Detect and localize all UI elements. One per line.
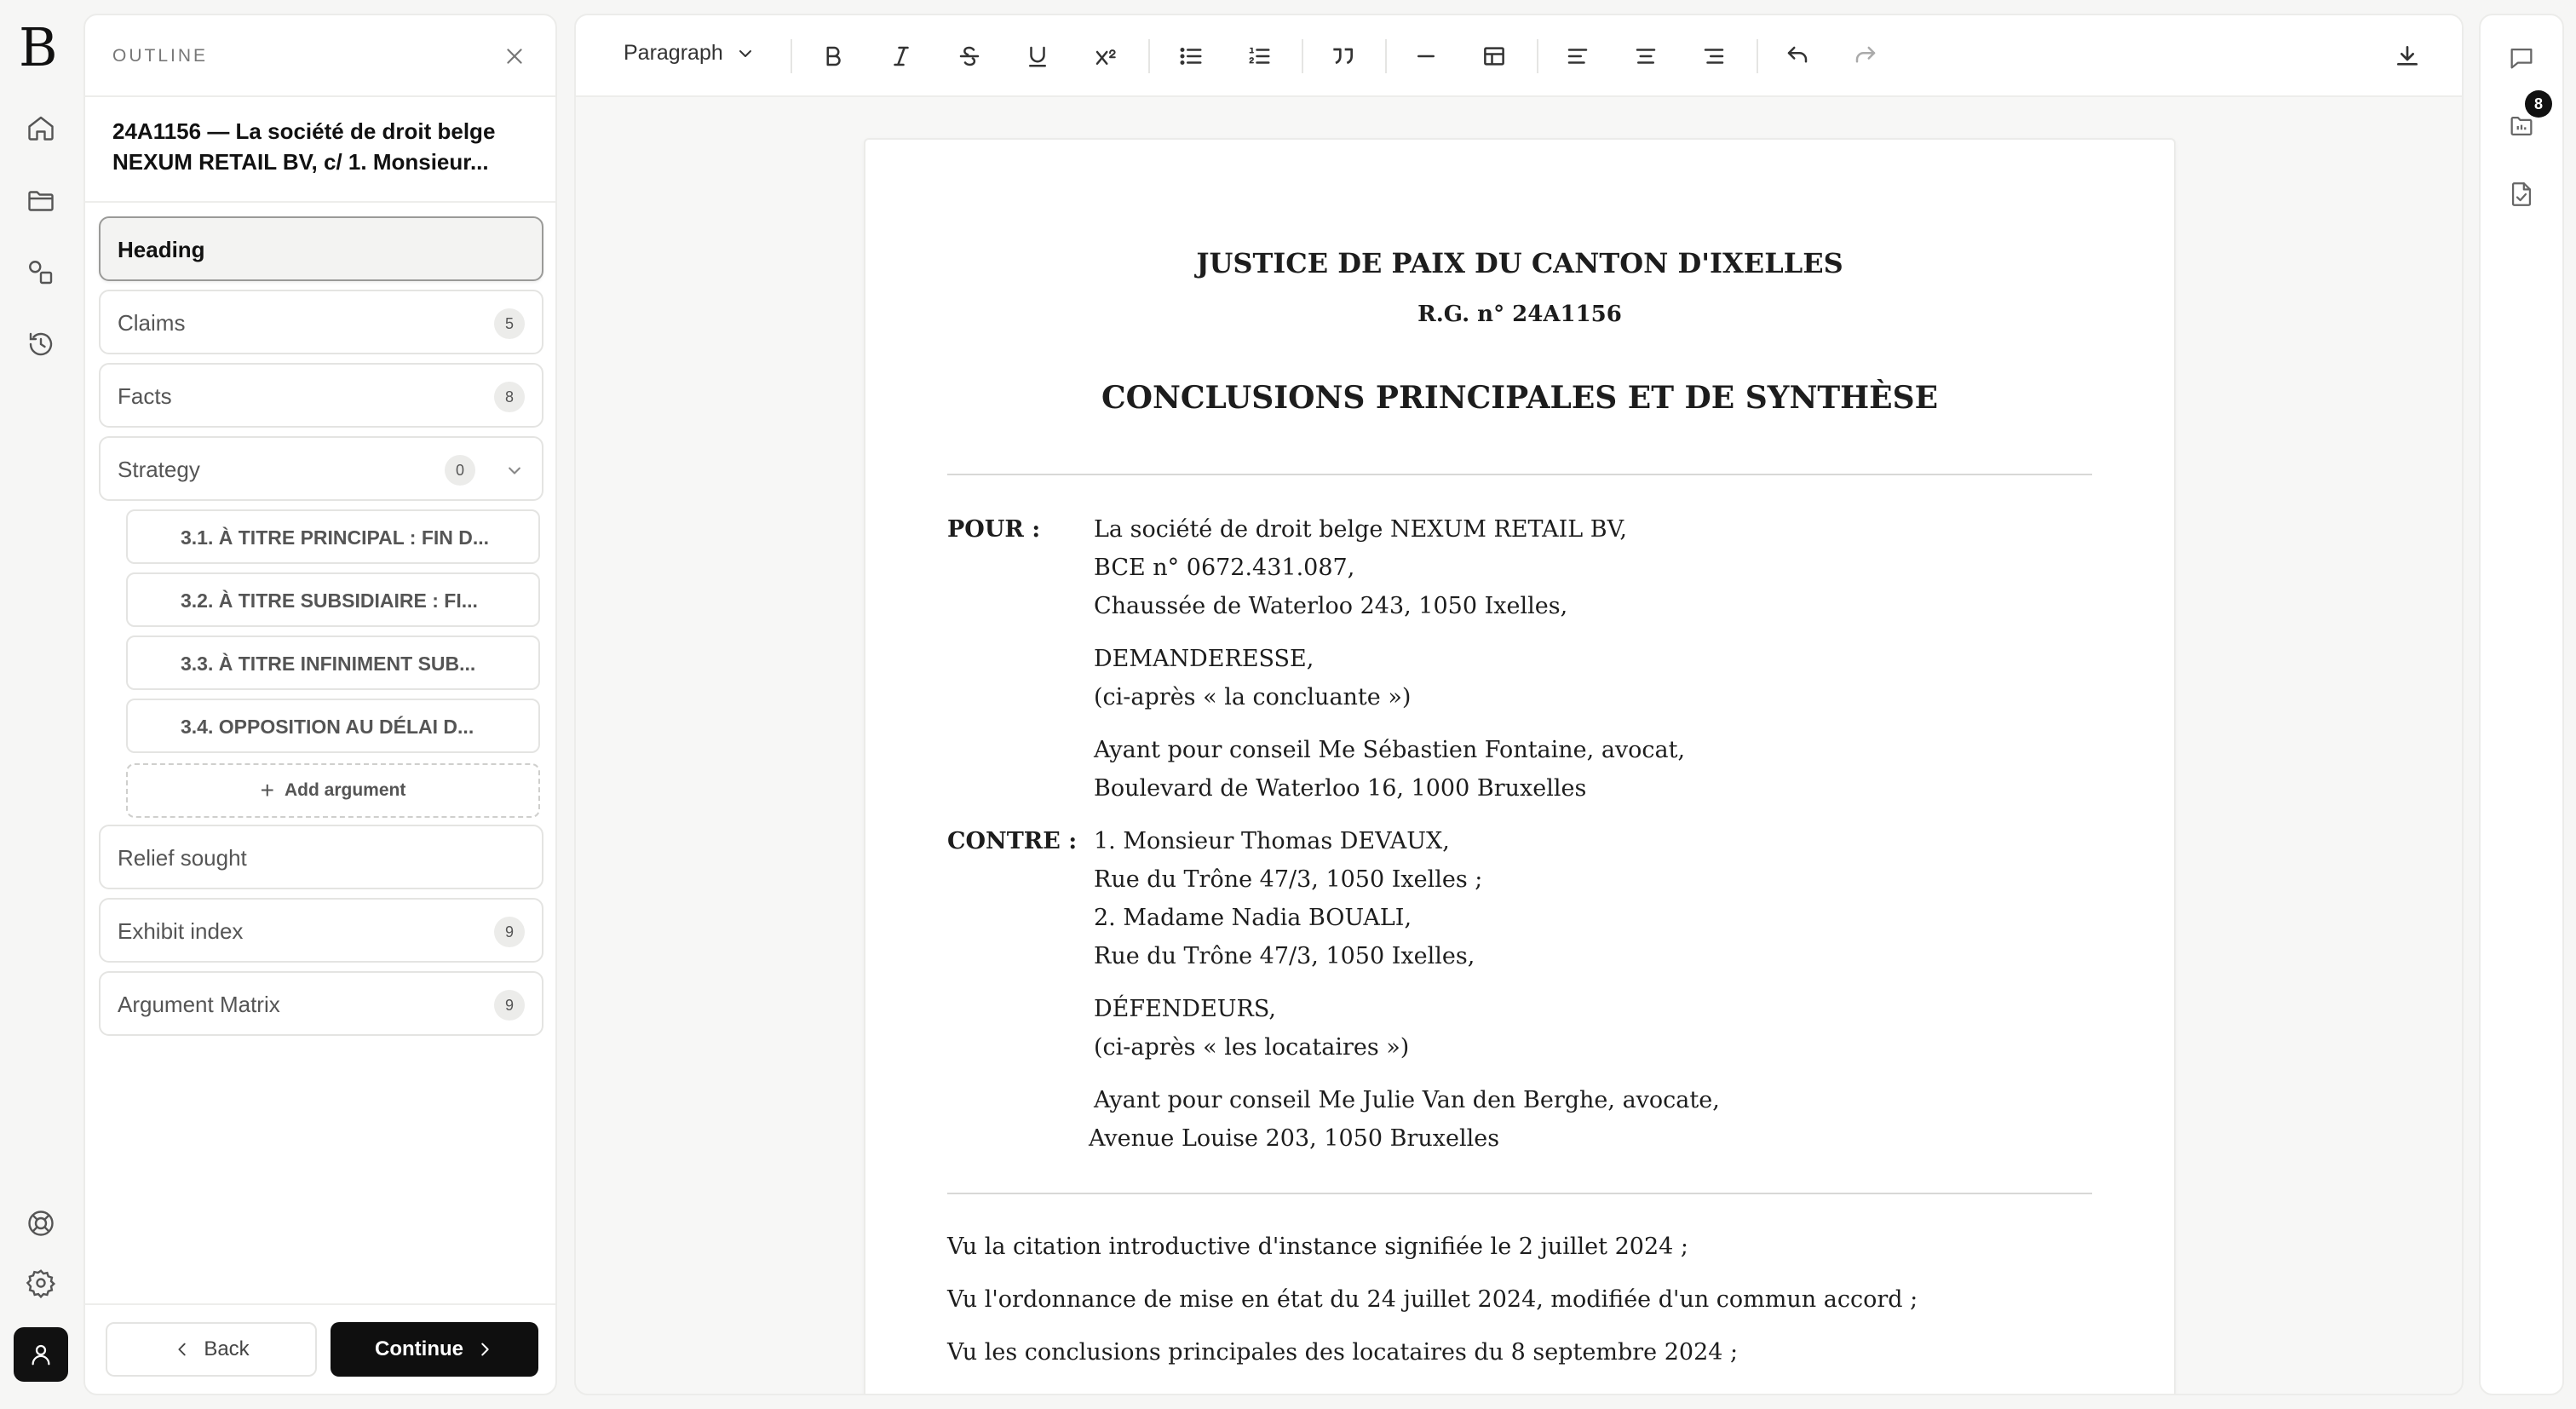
count-badge: 9 <box>494 917 525 947</box>
argument-label: 3.3. À TITRE INFINIMENT SUB... <box>181 653 476 675</box>
party-line: (ci-après « les locataires ») <box>1094 1034 1410 1061</box>
argument-label: 3.2. À TITRE SUBSIDIAIRE : FI... <box>181 589 478 612</box>
case-title <box>112 116 530 177</box>
count-badge: 8 <box>494 382 525 412</box>
back-button[interactable] <box>106 1322 317 1377</box>
argument-label: 3.4. OPPOSITION AU DÉLAI D... <box>181 716 474 738</box>
section-facts[interactable] <box>99 363 543 428</box>
app-logo[interactable]: B <box>19 16 58 78</box>
underline-icon[interactable] <box>1021 39 1055 73</box>
paragraph-style-label: Paragraph <box>624 41 723 65</box>
toolbar-separator <box>1537 39 1538 73</box>
party-line: 2. Madame Nadia BOUALI, <box>1094 905 1412 931</box>
party-line: BCE n° 0672.431.087, <box>1094 555 1355 581</box>
section-relief-sought[interactable] <box>99 825 543 889</box>
outline-label: OUTLINE <box>112 46 209 66</box>
party-line: Rue du Trône 47/3, 1050 Ixelles ; <box>1094 866 1483 893</box>
file-check-icon[interactable] <box>2504 177 2539 211</box>
italic-icon[interactable] <box>884 39 918 73</box>
comment-icon[interactable] <box>2504 41 2539 75</box>
continue-button[interactable] <box>331 1322 538 1377</box>
history-icon[interactable] <box>24 327 58 361</box>
case-title-line: 24A1156 — La société de droit belge <box>112 118 496 144</box>
party-line: DÉFENDEURS, <box>1094 996 1276 1022</box>
vu-line: Vu la citation introductive d'instance signifiée le 2 juillet 2024 ; <box>947 1234 1688 1260</box>
section-label: Facts <box>118 383 172 409</box>
undo-icon[interactable] <box>1780 39 1814 73</box>
toolbar-separator <box>791 39 792 73</box>
party-line: Avenue Louise 203, 1050 Bruxelles <box>1089 1125 1500 1152</box>
versions-count-badge: 8 <box>2525 90 2552 118</box>
right-rail <box>2479 14 2564 1395</box>
shapes-icon[interactable] <box>24 256 58 290</box>
redo-icon[interactable] <box>1849 39 1883 73</box>
bullet-list-icon[interactable] <box>1174 39 1208 73</box>
argument-label: 3.1. À TITRE PRINCIPAL : FIN D... <box>181 526 490 549</box>
align-left-icon[interactable] <box>1561 39 1595 73</box>
add-argument-button[interactable] <box>126 763 540 818</box>
divider <box>947 474 2092 475</box>
help-icon[interactable] <box>24 1206 58 1240</box>
paragraph-style-select[interactable] <box>624 41 756 66</box>
argument-item[interactable] <box>126 572 540 627</box>
document-page[interactable] <box>864 138 2176 1395</box>
chevron-down-icon[interactable] <box>503 458 526 482</box>
bold-icon[interactable] <box>816 39 850 73</box>
toolbar-separator <box>1385 39 1387 73</box>
divider <box>85 201 555 203</box>
party-line: Ayant pour conseil Me Julie Van den Berghe, avocate, <box>1094 1087 1720 1113</box>
strikethrough-icon[interactable] <box>952 39 986 73</box>
section-exhibit-index[interactable] <box>99 898 543 963</box>
section-heading[interactable] <box>99 216 543 281</box>
align-right-icon[interactable] <box>1697 39 1731 73</box>
download-icon[interactable] <box>2390 39 2424 73</box>
table-icon[interactable] <box>1477 39 1511 73</box>
count-badge: 0 <box>445 455 475 486</box>
horizontal-rule-icon[interactable] <box>1409 39 1443 73</box>
editor <box>574 14 2464 1395</box>
quote-icon[interactable] <box>1325 39 1360 73</box>
section-label: Argument Matrix <box>118 992 280 1017</box>
outline-panel <box>83 14 557 1395</box>
user-icon <box>28 1342 54 1367</box>
outline-footer <box>85 1303 555 1394</box>
vu-line: Vu l'ordonnance de mise en état du 24 juillet 2024, modifiée d'un commun accord ; <box>947 1286 1918 1313</box>
back-label: Back <box>204 1337 250 1360</box>
section-strategy[interactable] <box>99 436 543 501</box>
section-label: Relief sought <box>118 845 247 871</box>
home-icon[interactable] <box>24 111 58 145</box>
settings-icon[interactable] <box>24 1266 58 1300</box>
party-line: Rue du Trône 47/3, 1050 Ixelles, <box>1094 943 1475 969</box>
pour-label: POUR : <box>947 516 1041 543</box>
chevron-left-icon <box>173 1340 192 1359</box>
party-line: Ayant pour conseil Me Sébastien Fontaine, avocat, <box>1094 737 1686 763</box>
toolbar-separator <box>1757 39 1758 73</box>
align-center-icon[interactable] <box>1629 39 1663 73</box>
superscript-icon[interactable] <box>1089 39 1123 73</box>
chevron-right-icon <box>475 1340 494 1359</box>
section-label: Exhibit index <box>118 918 244 944</box>
folder-icon[interactable] <box>24 184 58 218</box>
case-title-line: NEXUM RETAIL BV, c/ 1. Monsieur... <box>112 149 489 175</box>
user-avatar-button[interactable] <box>14 1327 68 1382</box>
chevron-down-icon <box>735 43 756 64</box>
argument-item[interactable] <box>126 509 540 564</box>
argument-item[interactable] <box>126 699 540 753</box>
toolbar-separator <box>1148 39 1150 73</box>
numbered-list-icon[interactable] <box>1242 39 1276 73</box>
vu-line: Vu les conclusions principales des locataires du 8 septembre 2024 ; <box>947 1339 1739 1366</box>
argument-item[interactable] <box>126 635 540 690</box>
section-argument-matrix[interactable] <box>99 971 543 1036</box>
document-title: CONCLUSIONS PRINCIPALES ET DE SYNTHÈSE <box>1101 380 1939 416</box>
add-argument-label: Add argument <box>285 780 406 800</box>
count-badge: 9 <box>494 990 525 1021</box>
editor-toolbar <box>576 15 2462 97</box>
section-claims[interactable] <box>99 290 543 354</box>
nav-rail <box>0 0 82 1409</box>
continue-label: Continue <box>375 1337 463 1360</box>
court-name: JUSTICE DE PAIX DU CANTON D'IXELLES <box>1196 247 1843 279</box>
plus-icon: + <box>260 777 274 803</box>
outline-header <box>85 15 555 97</box>
party-line: Chaussée de Waterloo 243, 1050 Ixelles, <box>1094 593 1568 619</box>
section-label: Strategy <box>118 457 200 482</box>
party-line: Boulevard de Waterloo 16, 1000 Bruxelles <box>1094 775 1587 802</box>
case-number: R.G. n° 24A1156 <box>1417 302 1622 327</box>
party-line: La société de droit belge NEXUM RETAIL BV, <box>1094 516 1627 543</box>
toolbar-separator <box>1302 39 1303 73</box>
party-line: (ci-après « la concluante ») <box>1094 684 1412 710</box>
divider <box>947 1193 2092 1194</box>
section-label: Heading <box>118 237 205 262</box>
party-line: 1. Monsieur Thomas DEVAUX, <box>1094 828 1450 854</box>
section-label: Claims <box>118 310 186 336</box>
contre-label: CONTRE : <box>947 828 1078 854</box>
party-line: DEMANDERESSE, <box>1094 646 1314 672</box>
count-badge: 5 <box>494 308 525 339</box>
close-icon[interactable] <box>499 41 530 72</box>
